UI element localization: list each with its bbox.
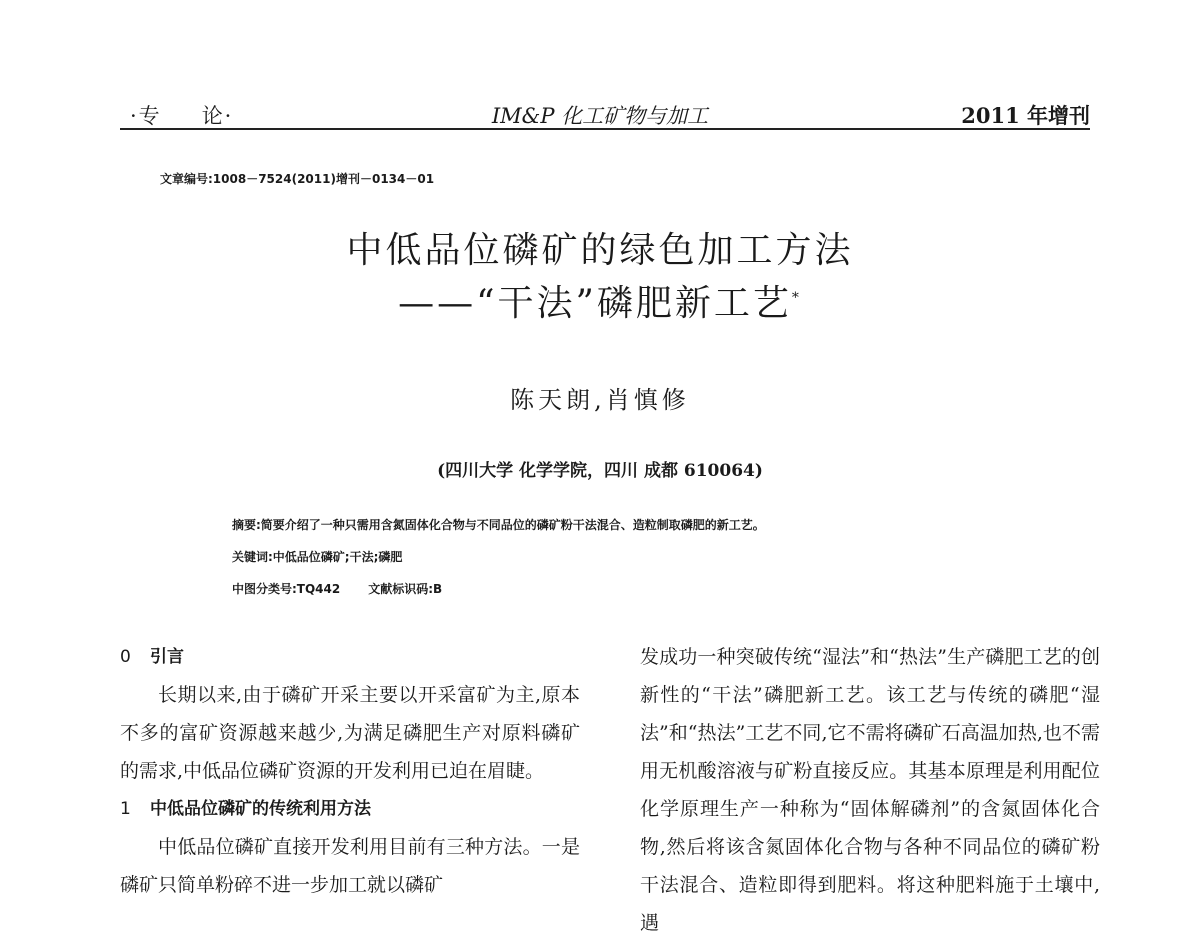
footnote-mark: * (791, 290, 802, 306)
right-column (640, 638, 1100, 942)
section-label-a: ·专 (130, 104, 162, 128)
affiliation: (四川大学 化学学院，四川 成都 610064) (437, 461, 763, 481)
abstract: 摘要:简要介绍了一种只需用含氮固体化合物与不同品位的磷矿粉干法混合、造粒制取磷肥的新工艺。 (232, 518, 765, 532)
subtitle-text: ——“干法”磷肥新工艺 (398, 283, 792, 324)
header-rule (120, 128, 1090, 130)
paragraph-methods: 中低品位磷矿直接开发利用目前有三种方法。一是磷矿只简单粉碎不进一步加工就以磷矿 (120, 836, 580, 896)
issue-label: 2011 年增刊 (961, 103, 1090, 128)
keywords: 关键词:中低品位磷矿;干法;磷肥 (232, 550, 403, 564)
section-number: 1 (120, 799, 131, 819)
section-heading-0 (120, 638, 580, 676)
authors: 陈天朗,肖慎修 (510, 386, 690, 414)
section-heading-1 (120, 790, 580, 828)
section-title: 引言 (150, 647, 184, 667)
document-code: 文献标识码:B (368, 582, 443, 596)
left-column (120, 638, 580, 904)
section-label-b: 论· (201, 104, 234, 128)
journal-name: IM&P 化工矿物与加工 (491, 104, 709, 128)
classification (232, 580, 442, 597)
title-line-1: 中低品位磷矿的绿色加工方法 (346, 230, 854, 271)
title-line-2 (0, 275, 1200, 326)
section-number: 0 (120, 647, 131, 667)
paragraph-intro: 长期以来,由于磷矿开采主要以开采富矿为主,原本不多的富矿资源越来越少,为满足磷肥生产对原料磷矿的需求,中低品位磷矿资源的开发利用已迫在眉睫。 (120, 684, 580, 782)
section-title: 中低品位磷矿的传统利用方法 (150, 799, 371, 819)
article-number: 文章编号:1008－7524(2011)增刊－0134－01 (160, 172, 435, 186)
clc-number: 中图分类号:TQ442 (232, 582, 341, 596)
paragraph-continued: 发成功一种突破传统“湿法”和“热法”生产磷肥工艺的创新性的“干法”磷肥新工艺。该工艺与传统的磷肥“湿法”和“热法”工艺不同,它不需将磷矿石高温加热,也不需用无机酸溶液与矿粉直接反应。其基本原理是利用配位化学原理生产一种称为“固体解磷剂”的含氮固体化合物,然后将该含氮固体化合物与各种不同品位的磷矿粉干法混合、造粒即得到肥料。将这种肥料施于土壤中,遇 (640, 646, 1100, 934)
